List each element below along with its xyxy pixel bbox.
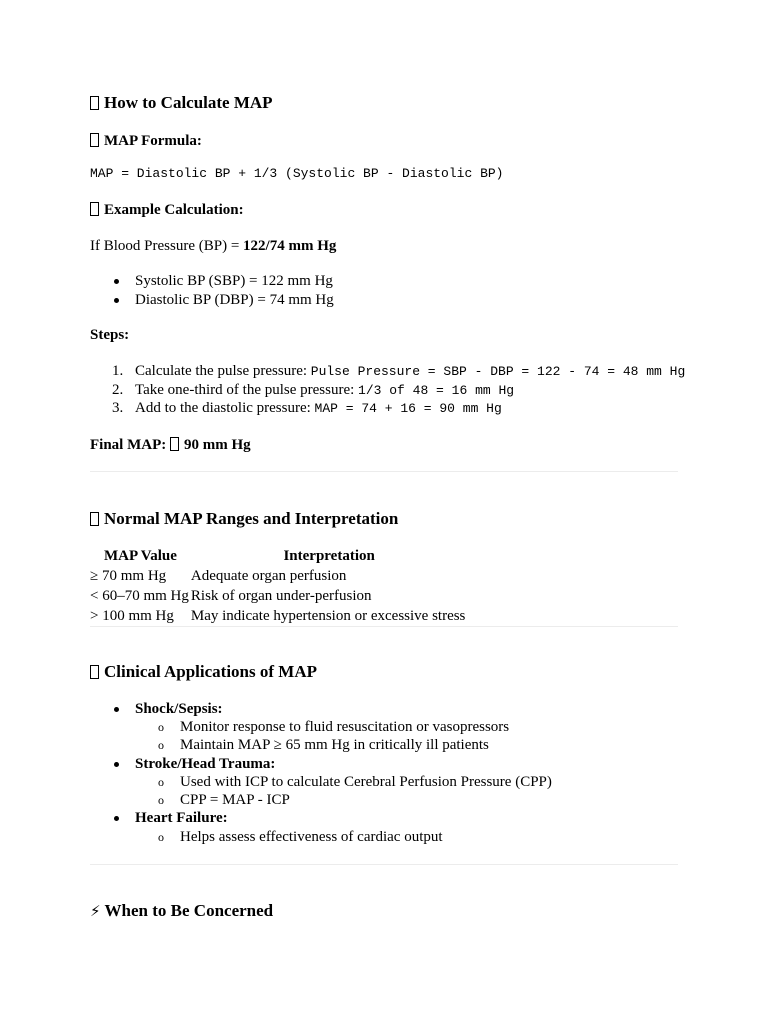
sub-list-item xyxy=(158,736,489,754)
table-row xyxy=(90,566,467,586)
lightning-bolt-icon: ⚡ xyxy=(90,902,101,920)
sub-list-item-text: Helps assess effectiveness of cardiac output xyxy=(180,829,443,845)
table-cell: May indicate hypertension or excessive stress xyxy=(190,608,466,624)
formula-heading xyxy=(90,132,202,150)
final-map-label: Final MAP: xyxy=(90,437,170,453)
list-item xyxy=(135,272,333,290)
step-text: Add to the diastolic pressure: xyxy=(135,400,315,416)
circle-bullet-icon: o xyxy=(158,830,164,844)
sub-list-item xyxy=(158,828,443,846)
steps-heading: Steps: xyxy=(90,327,130,343)
section-heading-normal-ranges xyxy=(90,509,398,529)
list-item xyxy=(135,291,334,309)
divider xyxy=(90,626,678,627)
circle-bullet-icon: o xyxy=(158,775,164,789)
section-title: When to Be Concerned xyxy=(104,901,274,920)
example-intro-text: If Blood Pressure (BP) = xyxy=(90,238,244,254)
example-intro xyxy=(90,237,336,255)
step-item xyxy=(112,399,502,418)
list-item xyxy=(135,700,223,718)
section-title: Clinical Applications of MAP xyxy=(104,662,317,681)
step-code: Pulse Pressure = SBP - DBP = 122 - 74 = 48 mm Hg xyxy=(310,364,686,379)
group-label: Stroke/Head Trauma: xyxy=(135,756,276,772)
bullet-icon xyxy=(114,762,119,767)
final-map xyxy=(90,436,251,454)
table-cell: Risk of organ under-perfusion xyxy=(190,588,372,604)
example-heading xyxy=(90,201,244,219)
group-label: Heart Failure: xyxy=(135,810,228,826)
step-item xyxy=(112,381,515,400)
sub-list-item-text: CPP = MAP - ICP xyxy=(180,792,290,808)
sub-list-item xyxy=(158,773,552,791)
circle-bullet-icon: o xyxy=(158,793,164,807)
formula-code: MAP = Diastolic BP + 1/3 (Systolic BP - Diastolic BP) xyxy=(90,166,504,181)
sub-list-item-text: Used with ICP to calculate Cerebral Perfusion Pressure (CPP) xyxy=(180,774,552,790)
table-cell: < 60–70 mm Hg xyxy=(90,588,189,604)
step-text: Take one-third of the pulse pressure: xyxy=(135,382,359,398)
section-title: How to Calculate MAP xyxy=(104,93,273,112)
circle-bullet-icon: o xyxy=(158,720,164,734)
step-number: 2. xyxy=(112,382,124,398)
missing-glyph-icon xyxy=(90,512,99,526)
missing-glyph-icon xyxy=(90,665,99,679)
table-row xyxy=(90,586,467,606)
group-label: Shock/Sepsis: xyxy=(135,701,223,717)
section-title: Normal MAP Ranges and Interpretation xyxy=(104,509,399,528)
section-heading-clinical-applications xyxy=(90,662,317,682)
list-item xyxy=(135,755,275,773)
bullet-icon xyxy=(114,279,119,284)
sub-list-item xyxy=(158,791,290,809)
example-heading-label: Example Calculation: xyxy=(104,202,244,218)
column-header-map-value: MAP Value xyxy=(103,548,177,564)
missing-glyph-icon xyxy=(90,202,99,216)
bullet-icon xyxy=(114,298,119,303)
table-header-row xyxy=(90,546,467,566)
list-item-text: Systolic BP (SBP) = 122 mm Hg xyxy=(135,273,333,289)
sub-list-item-text: Maintain MAP ≥ 65 mm Hg in critically ill patients xyxy=(180,737,489,753)
list-item-text: Diastolic BP (DBP) = 74 mm Hg xyxy=(135,292,334,308)
sub-list-item-text: Monitor response to fluid resuscitation or vasopressors xyxy=(180,719,510,735)
table-cell: Adequate organ perfusion xyxy=(190,568,347,584)
table-row xyxy=(90,606,467,626)
divider xyxy=(90,471,678,472)
step-number: 1. xyxy=(112,363,124,379)
table-cell: > 100 mm Hg xyxy=(90,608,174,624)
table-cell: ≥ 70 mm Hg xyxy=(90,568,167,584)
missing-glyph-icon xyxy=(170,437,179,451)
final-map-value: 90 mm Hg xyxy=(184,437,251,453)
missing-glyph-icon xyxy=(90,133,99,147)
ranges-table xyxy=(90,546,467,626)
step-text: Calculate the pulse pressure: xyxy=(135,363,311,379)
section-heading-when-concerned xyxy=(90,901,273,921)
list-item xyxy=(135,809,228,827)
example-bp-value: 122/74 mm Hg xyxy=(243,238,337,254)
section-heading-how-to-calculate xyxy=(90,93,273,113)
bullet-icon xyxy=(114,707,119,712)
step-code: 1/3 of 48 = 16 mm Hg xyxy=(358,383,515,398)
step-code: MAP = 74 + 16 = 90 mm Hg xyxy=(314,401,502,416)
sub-list-item xyxy=(158,718,510,736)
missing-glyph-icon xyxy=(90,96,99,110)
bullet-icon xyxy=(114,816,119,821)
divider xyxy=(90,864,678,865)
column-header-interpretation: Interpretation xyxy=(283,548,375,564)
circle-bullet-icon: o xyxy=(158,738,164,752)
step-item xyxy=(112,362,686,381)
formula-heading-label: MAP Formula: xyxy=(104,133,202,149)
step-number: 3. xyxy=(112,400,124,416)
